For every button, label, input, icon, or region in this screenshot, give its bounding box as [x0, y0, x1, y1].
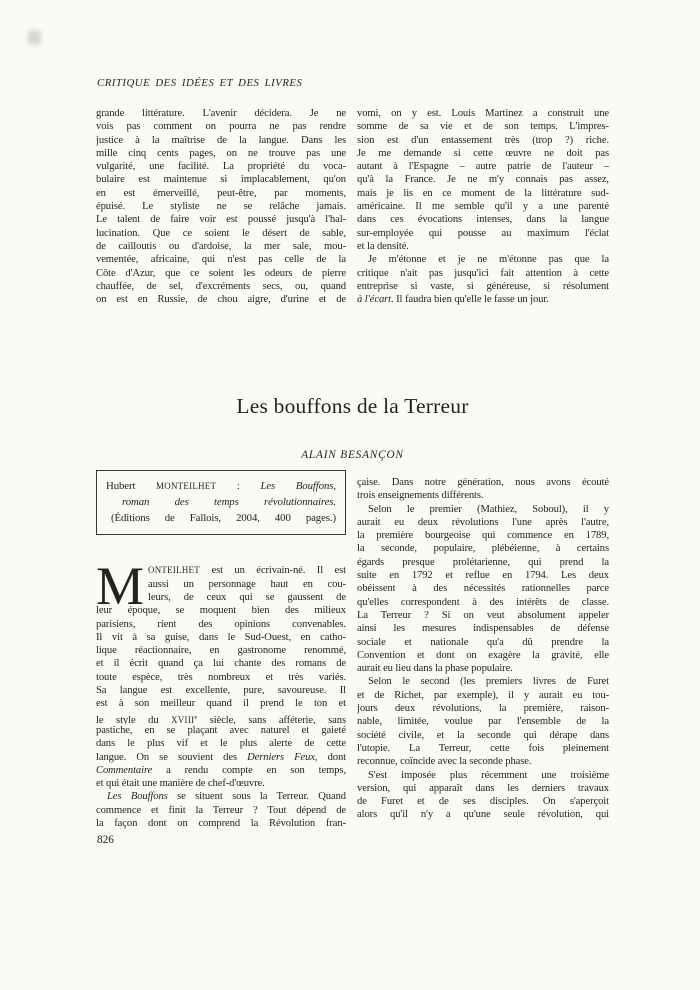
text-run: roman des temps révolutionnaires. [122, 495, 336, 508]
text-run: chauffée, de sel, d'excréments secs, ou, quand [96, 280, 346, 292]
text-line [357, 227, 609, 240]
text-run: est un écrivain-né. Il est [200, 565, 346, 577]
text-run: çaise. Dans notre génération, nous avons écouté [357, 477, 609, 488]
text-run: . Il faudra bien qu'elle le fasse un jour. [391, 294, 549, 306]
text-line [96, 227, 346, 240]
text-run: vomi, on y est. Louis Martinez a construit une [357, 108, 609, 119]
text-line [96, 107, 346, 120]
text-run: de Furet et de ses disciples. On s'aperçoit [357, 796, 609, 808]
text-run: qu'à la France. Je ne m'y connais pas assez, [357, 174, 609, 186]
text-run: Convention et dont on exagère la gravité, elle [357, 649, 609, 661]
text-run: Selon le premier (Mathiez, Soboul), il y [368, 503, 609, 515]
text-line [96, 671, 346, 684]
text-run: justice à la maîtrise de la langue. Dans les [96, 134, 346, 146]
text-run: vois pas comment on pourra ne pas rendre [96, 121, 346, 133]
text-run: vementée, africaine, qui n'est pas celle de la [96, 254, 346, 266]
drop-cap: M [96, 556, 145, 617]
text-line [96, 657, 346, 670]
text-run: somme de sa vie et de son temps. L'impres- [357, 121, 609, 133]
text-run: aurait eu lieu dans la phase populaire. [357, 663, 513, 675]
text-line [357, 755, 609, 768]
text-run: jours deux révolutions, la première, raison- [357, 703, 609, 715]
article-title: Les bouffons de la Terreur [236, 394, 469, 418]
text-line [96, 644, 346, 657]
text-run: Les Bouffons, [260, 480, 336, 492]
text-line [96, 790, 346, 803]
text-line [96, 697, 346, 710]
text-run: entreprise si vaste, si généreuse, si résolument [357, 280, 609, 292]
text-run: nable, limitée, voulue par l'ensemble de la [357, 716, 609, 728]
text-line [96, 187, 346, 200]
text-run: Hubert [106, 480, 157, 492]
text-run: e [194, 713, 198, 721]
text-line [357, 689, 609, 702]
text-run: égards presque prolétarienne, qui prend la [357, 556, 609, 568]
text-line [357, 503, 609, 516]
text-line [357, 267, 609, 280]
text-run: bulaire est maintenue si implacablement, qu'on [96, 174, 346, 186]
text-line [357, 569, 609, 582]
text-run: leur époque, se moquent bien des milieux [96, 605, 346, 617]
text-run: de cailloutis ou d'ardoise, la mer sale, mou- [96, 240, 346, 252]
text-line [357, 596, 609, 609]
text-line [357, 636, 609, 649]
text-run: trois enseignements différents. [357, 490, 484, 502]
text-line [357, 120, 609, 133]
text-run: mais je lis en ce moment de la littérature sud- [357, 187, 609, 199]
text-line [357, 742, 609, 755]
text-run: alors qu'il n'y a qu'une seule révolution, qui [357, 809, 609, 821]
text-run: XVIII [171, 714, 195, 724]
text-run: l'utopie. La Terreur, cette fois pleinement [357, 742, 609, 754]
text-run: Je m'étonne et je ne m'étonne pas que la [368, 254, 609, 266]
text-line [357, 702, 609, 715]
text-run: La Terreur ? Si on veut absolument appeler [357, 609, 609, 621]
text-run: et qui était une manière de chef-d'œuvre. [96, 778, 265, 790]
text-line [96, 751, 346, 764]
text-run: à l'écart [357, 294, 392, 306]
text-line [357, 662, 609, 675]
text-run: dans le plus vif et le plus alerte de cette [96, 738, 346, 750]
text-line [357, 769, 609, 782]
text-line [96, 817, 346, 830]
text-run: reconnue, coïncide avec la seconde phase. [357, 756, 532, 768]
text-run: Commentaire [96, 764, 153, 776]
text-line [96, 631, 346, 644]
text-run: (Éditions de Fallois, 2004, 400 pages.) [111, 511, 336, 524]
text-run: sion est d'un entassement très (trop ?) riche. [357, 134, 609, 146]
text-run: dans ces évocations intenses, dans la langue [357, 214, 609, 226]
text-line [357, 280, 609, 293]
text-line [96, 777, 346, 790]
text-line [357, 240, 609, 253]
text-line [357, 715, 609, 728]
text-line [96, 293, 346, 306]
text-line [357, 476, 609, 489]
text-run: grande littérature. L'avenir décidera. Je ne [96, 108, 346, 119]
text-run: S'est imposée plus récemment une troisième [368, 769, 609, 781]
scan-smudge [28, 30, 41, 45]
text-line [357, 782, 609, 795]
text-line [357, 187, 609, 200]
text-run: épuisé. Le styliste ne se relâche jamais. [96, 201, 346, 213]
text-run: aussi un personnage haut en cou- [148, 578, 346, 590]
text-run: lique réactionnaire, en gastronome renommé, [96, 645, 346, 657]
text-run: critique n'ait pas jusqu'ici fait attention à cette [357, 267, 609, 279]
text-run: ainsi les mesures indispensables de défense [357, 623, 609, 635]
text-line [357, 609, 609, 622]
text-run: Les Bouffons [107, 791, 168, 803]
citation-box [96, 470, 346, 535]
text-run: obéissent à des nécessités rationnelles parce [357, 583, 609, 595]
text-line [96, 134, 346, 147]
text-run: Je me demande si cette œuvre ne doit pas [357, 147, 609, 159]
text-run: Il vit à sa guise, dans le Sud-Ouest, en catho- [96, 631, 346, 643]
text-run: est à son meilleur quand il prend le ton et [96, 698, 346, 710]
text-run: société civile, et la seconde qui dérape dans [357, 729, 609, 741]
text-line [357, 293, 609, 306]
text-run: américaine. Il me semble qu'il y a une parenté [357, 201, 609, 213]
text-run: vulgarité, une facilité. La propriété du voca- [96, 161, 346, 173]
text-line [106, 511, 336, 527]
text-run: parisiens, rient des opinions convenables. [96, 618, 346, 630]
text-run: siècle, sans afféterie, sans [197, 714, 346, 724]
text-run: pastiche, en se plaçant avec naturel et gaieté [96, 724, 346, 736]
text-run: commence et finit la Terreur ? Tout dépend de [96, 804, 346, 816]
page-number: 826 [97, 834, 114, 846]
text-run: en est émerveillé, peut-être, par moments, [96, 187, 346, 199]
text-run: MONTEILHET [156, 481, 217, 491]
text-line [357, 622, 609, 635]
text-run: Le talent de faire voir est poussé jusqu'à l'hal- [96, 214, 346, 226]
text-line [357, 556, 609, 569]
text-line [357, 107, 609, 120]
text-run: : [216, 480, 261, 492]
text-line [357, 200, 609, 213]
running-head: CRITIQUE DES IDÉES ET DES LIVRES [97, 77, 303, 89]
text-line [357, 729, 609, 742]
text-run: a rendu compte en son temps, [152, 764, 346, 776]
text-line [96, 724, 346, 737]
text-run: qu'elles correspondent à des intérêts de classe. [357, 596, 609, 608]
text-line [96, 240, 346, 253]
text-line [96, 280, 346, 293]
text-line [96, 160, 346, 173]
text-line [96, 173, 346, 186]
text-run: Derniers Feux [247, 751, 315, 763]
text-line [357, 213, 609, 226]
text-run: ONTEILHET [148, 565, 200, 576]
text-line [357, 649, 609, 662]
text-line [106, 495, 336, 511]
article-body-left [96, 556, 346, 830]
text-run: Côte d'Azur, que ce soient les odeurs de pierre [96, 267, 346, 279]
text-line [357, 582, 609, 595]
text-run: et il écrit quand ça lui chante des romans de [96, 658, 346, 670]
text-line [96, 253, 346, 266]
text-line [357, 542, 609, 555]
text-line [357, 675, 609, 688]
text-run: et la densité. [357, 240, 409, 252]
text-line [96, 684, 346, 697]
text-run: sur-employée qui pousse au maximum l'éclat [357, 227, 609, 239]
text-line [357, 516, 609, 529]
text-run: langue. On se souvient des [96, 751, 248, 763]
text-line [357, 173, 609, 186]
text-line [357, 134, 609, 147]
text-line [357, 147, 609, 160]
text-run: et de Richet, par exemple), il y aurait eu tou- [357, 689, 609, 701]
text-run: Sa langue est excellente, pure, savoureuse. Il [96, 685, 346, 697]
text-line [96, 737, 346, 750]
text-line [96, 147, 346, 160]
text-run: la façon dont on comprend la Révolution fran- [96, 818, 346, 830]
text-run: autant à l'Espagne – autre patrie de l'auteur – [357, 161, 609, 173]
text-run: aurait eu deux révolutions l'une après l'autre, [357, 516, 609, 528]
text-run: le style du [96, 714, 172, 724]
text-line [96, 200, 346, 213]
text-run: mille cinq cents pages, on ne trouve pas une [96, 147, 346, 159]
text-line [96, 618, 346, 631]
text-line [96, 213, 346, 226]
text-line [357, 795, 609, 808]
text-run: la première bourgeoise qui commence en 1789, [357, 530, 609, 542]
text-line [357, 160, 609, 173]
text-line [96, 120, 346, 133]
article-author: ALAIN BESANÇON [301, 449, 404, 461]
text-line [357, 529, 609, 542]
text-line [96, 267, 346, 280]
text-line [357, 253, 609, 266]
top-left-column [96, 107, 346, 306]
text-line [96, 804, 346, 817]
text-line [96, 764, 346, 777]
text-run: version, qui apparaît dans les derniers travaux [357, 782, 609, 794]
text-run: Selon le second (les premiers livres de Furet [368, 676, 609, 688]
text-run: sociale et nationale qu'a dû prendre la [357, 636, 609, 648]
text-line [357, 808, 609, 821]
text-line [96, 711, 346, 724]
text-run: la seconde, populaire, plébéienne, à certains [357, 543, 609, 555]
text-run: lucination. Que ce soient le désert de sable, [96, 227, 346, 239]
text-run: on est en Russie, de chou aigre, d'urine et de [96, 294, 346, 306]
text-line [106, 479, 336, 495]
text-run: suite en 1792 et reflue en 1794. Les deux [357, 570, 609, 582]
article-right-column [357, 476, 609, 822]
text-run: se situent sous la Terreur. Quand [167, 791, 346, 803]
text-run: , dont [314, 751, 346, 763]
article-left-column [96, 470, 346, 830]
top-right-column [357, 107, 609, 306]
text-run: leurs, de ceux qui se gaussent de [148, 591, 346, 603]
text-run: toute espèce, très nombreux et très variés. [96, 671, 346, 683]
text-line [357, 489, 609, 502]
